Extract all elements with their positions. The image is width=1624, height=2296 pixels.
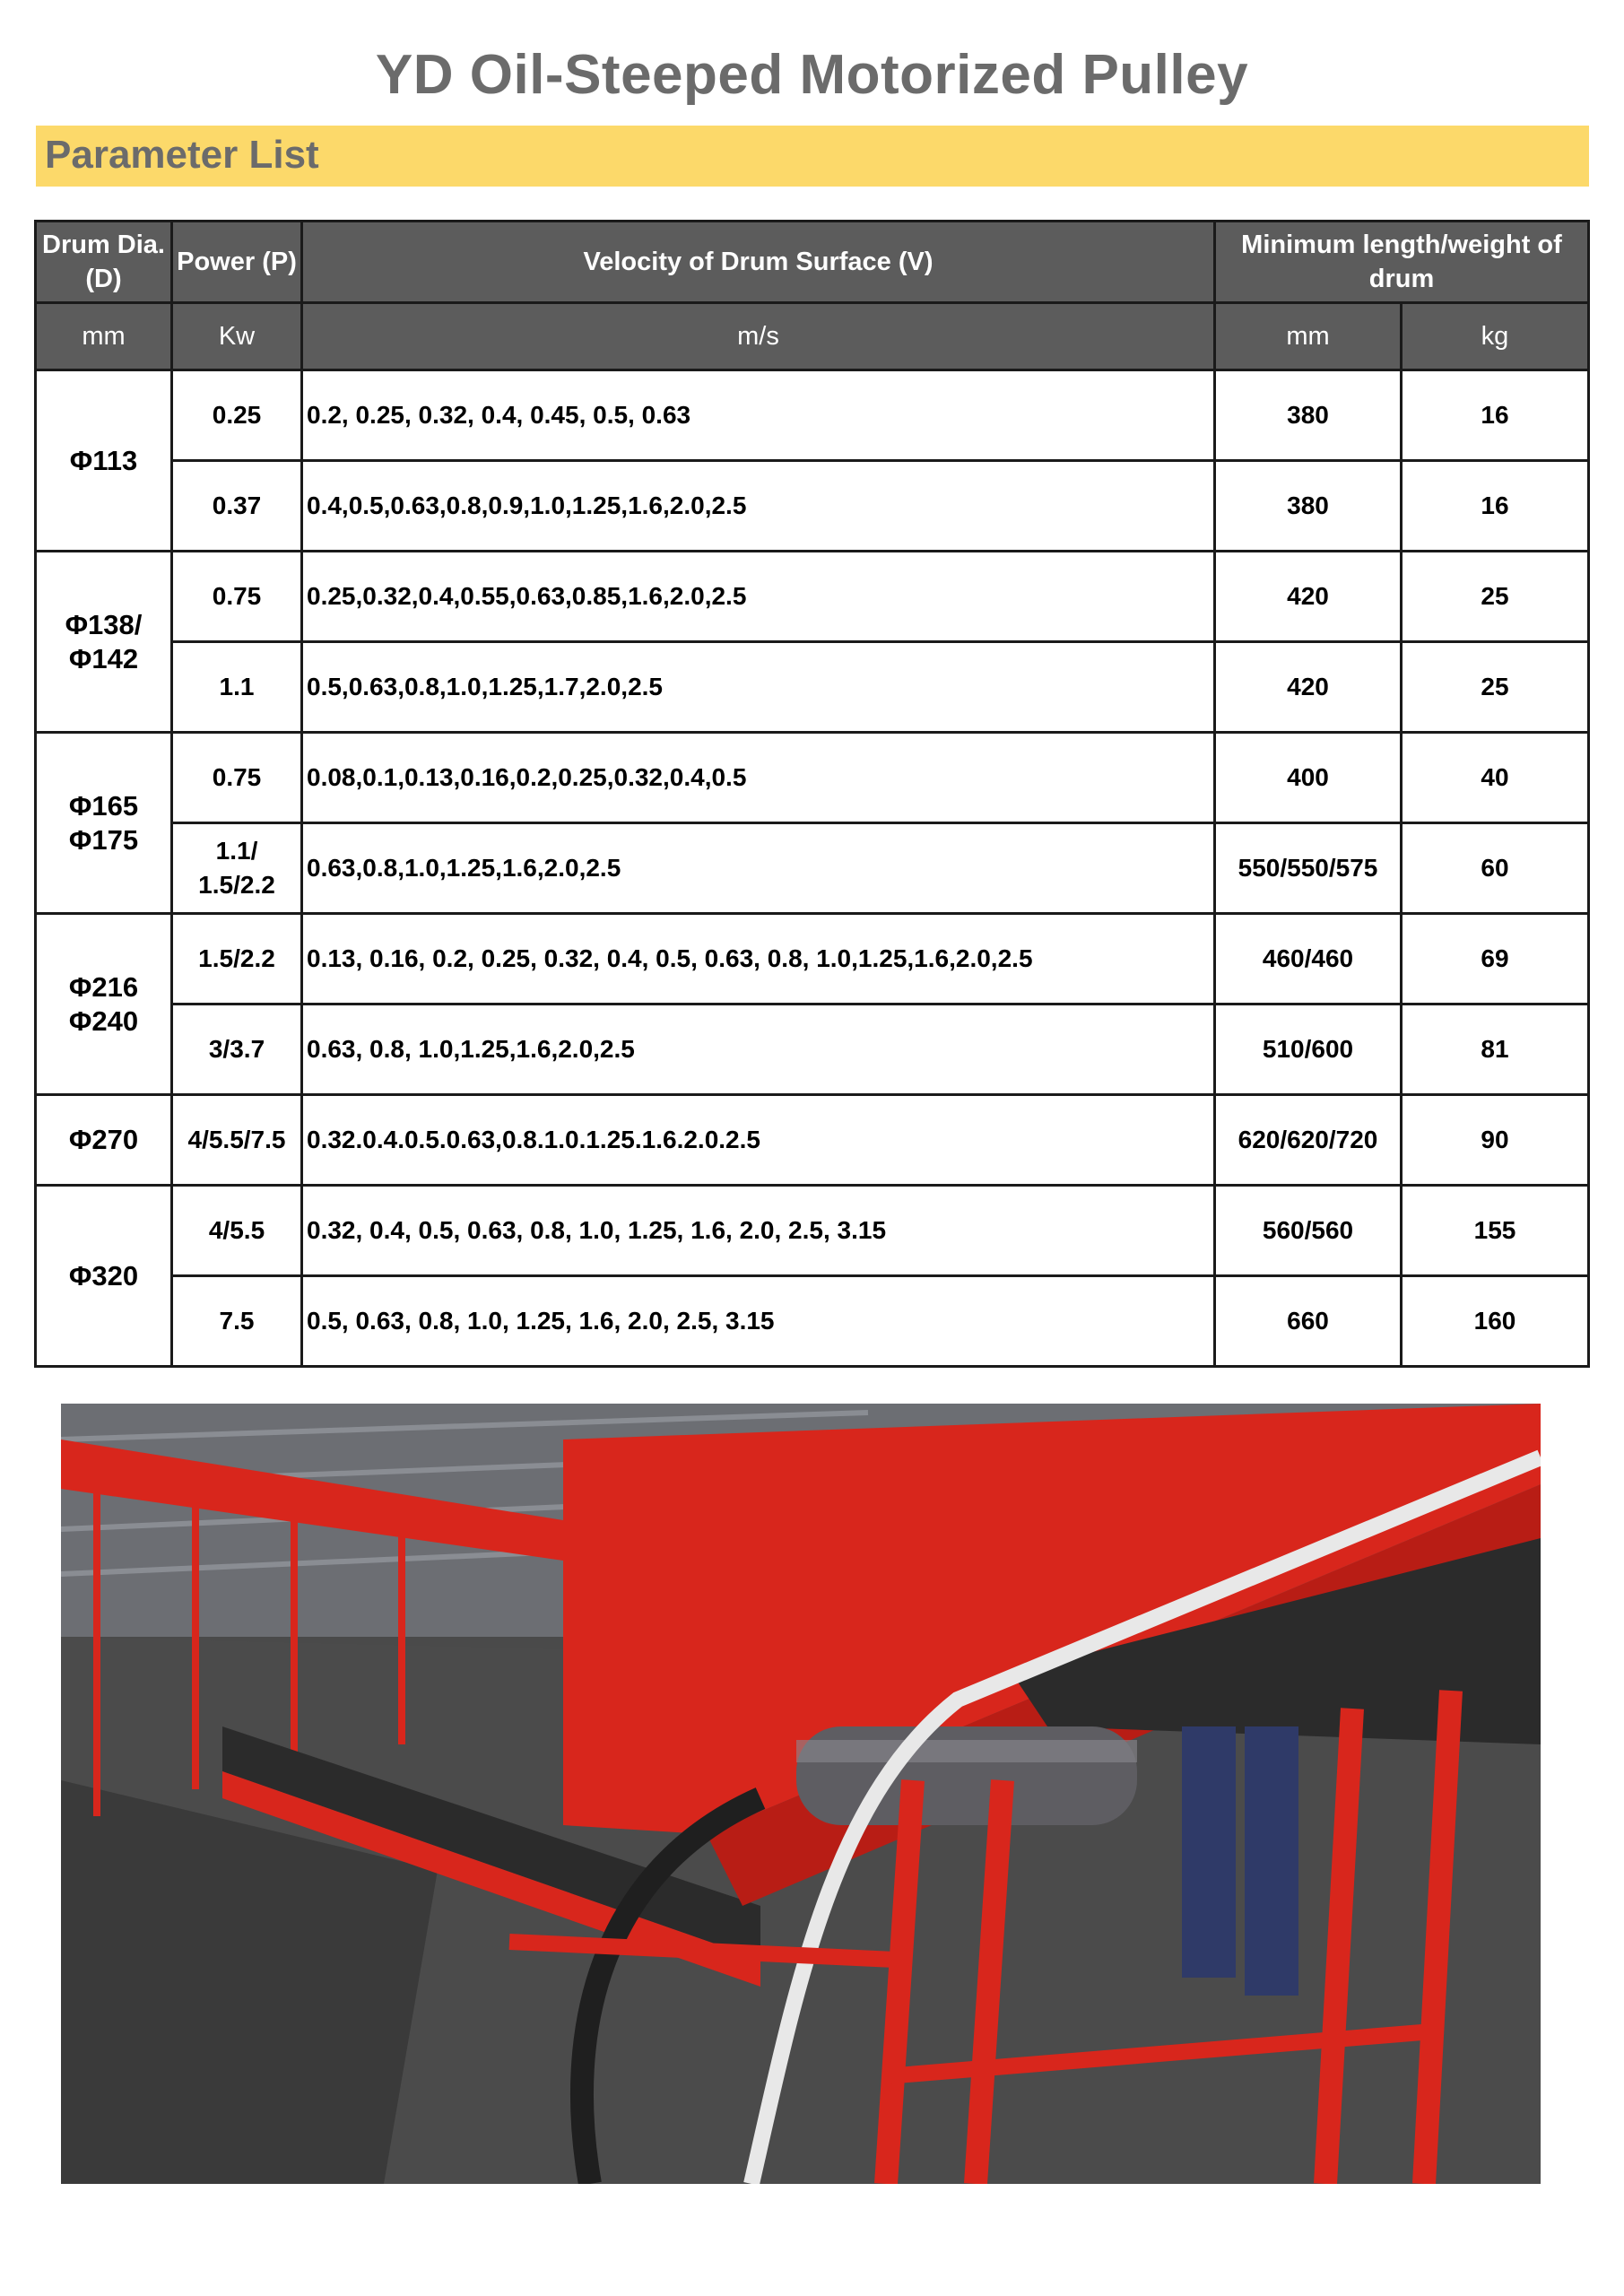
power-cell: 7.5 [172,1276,302,1367]
header-velocity: Velocity of Drum Surface (V) [302,222,1215,303]
weight-cell: 81 [1402,1004,1589,1095]
velocity-cell: 0.13, 0.16, 0.2, 0.25, 0.32, 0.4, 0.5, 0.63, 0.8, 1.0,1.25,1.6,2.0,2.5 [302,914,1215,1004]
table-row [36,642,1589,733]
header-min-length-weight: Minimum length/weight of drum [1215,222,1589,303]
page-title: YD Oil-Steeped Motorized Pulley [375,44,1249,106]
header-row [36,222,1589,303]
velocity-cell: 0.63, 0.8, 1.0,1.25,1.6,2.0,2.5 [302,1004,1215,1095]
table-row [36,552,1589,642]
velocity-cell: 0.32.0.4.0.5.0.63,0.8.1.0.1.25.1.6.2.0.2.5 [302,1095,1215,1186]
weight-cell: 69 [1402,914,1589,1004]
power-cell: 0.75 [172,552,302,642]
velocity-cell: 0.5,0.63,0.8,1.0,1.25,1.7,2.0,2.5 [302,642,1215,733]
weight-cell: 16 [1402,370,1589,461]
weight-cell: 155 [1402,1186,1589,1276]
parameter-table [34,220,1590,1368]
power-cell: 1.1/ 1.5/2.2 [172,823,302,914]
power-cell: 1.5/2.2 [172,914,302,1004]
weight-cell: 16 [1402,461,1589,552]
velocity-cell: 0.4,0.5,0.63,0.8,0.9,1.0,1.25,1.6,2.0,2.5 [302,461,1215,552]
section-header [36,126,1589,187]
length-cell: 560/560 [1215,1186,1402,1276]
power-cell: 4/5.5/7.5 [172,1095,302,1186]
drum-highlight [796,1740,1137,1762]
weight-cell: 160 [1402,1276,1589,1367]
weight-cell: 25 [1402,642,1589,733]
table-row [36,733,1589,823]
velocity-cell: 0.32, 0.4, 0.5, 0.63, 0.8, 1.0, 1.25, 1.6, 2.0, 2.5, 3.15 [302,1186,1215,1276]
diameter-cell: Φ320 [36,1186,172,1367]
diameter-cell: Φ270 [36,1095,172,1186]
power-cell: 3/3.7 [172,1004,302,1095]
length-cell: 420 [1215,642,1402,733]
table-row [36,823,1589,914]
power-cell: 0.75 [172,733,302,823]
weight-cell: 60 [1402,823,1589,914]
header-drum-dia: Drum Dia. (D) [36,222,172,303]
length-cell: 550/550/575 [1215,823,1402,914]
diameter-cell: Φ216 Φ240 [36,914,172,1095]
unit-velocity: m/s [302,303,1215,370]
velocity-cell: 0.08,0.1,0.13,0.16,0.2,0.25,0.32,0.4,0.5 [302,733,1215,823]
velocity-cell: 0.2, 0.25, 0.32, 0.4, 0.45, 0.5, 0.63 [302,370,1215,461]
table-row [36,1276,1589,1367]
length-cell: 620/620/720 [1215,1095,1402,1186]
conveyor-photo [61,1404,1541,2184]
length-cell: 420 [1215,552,1402,642]
diameter-cell: Φ138/ Φ142 [36,552,172,733]
table-row [36,461,1589,552]
length-cell: 460/460 [1215,914,1402,1004]
velocity-cell: 0.5, 0.63, 0.8, 1.0, 1.25, 1.6, 2.0, 2.5, 3.15 [302,1276,1215,1367]
table-row [36,1186,1589,1276]
power-cell: 1.1 [172,642,302,733]
length-cell: 510/600 [1215,1004,1402,1095]
power-cell: 0.37 [172,461,302,552]
unit-row [36,303,1589,370]
velocity-cell: 0.25,0.32,0.4,0.55,0.63,0.85,1.6,2.0,2.5 [302,552,1215,642]
power-cell: 4/5.5 [172,1186,302,1276]
length-cell: 660 [1215,1276,1402,1367]
table-row [36,370,1589,461]
table-row [36,1004,1589,1095]
unit-drum-dia: mm [36,303,172,370]
conveyor-photo-illustration [61,1404,1541,2184]
header-power: Power (P) [172,222,302,303]
section-title: Parameter List [45,133,319,177]
power-cell: 0.25 [172,370,302,461]
diameter-cell: Φ113 [36,370,172,552]
unit-power: Kw [172,303,302,370]
diameter-cell: Φ165 Φ175 [36,733,172,914]
length-cell: 380 [1215,370,1402,461]
length-cell: 380 [1215,461,1402,552]
weight-cell: 40 [1402,733,1589,823]
table-row [36,1095,1589,1186]
length-cell: 400 [1215,733,1402,823]
unit-weight: kg [1402,303,1589,370]
table-row [36,914,1589,1004]
weight-cell: 25 [1402,552,1589,642]
weight-cell: 90 [1402,1095,1589,1186]
velocity-cell: 0.63,0.8,1.0,1.25,1.6,2.0,2.5 [302,823,1215,914]
unit-length: mm [1215,303,1402,370]
